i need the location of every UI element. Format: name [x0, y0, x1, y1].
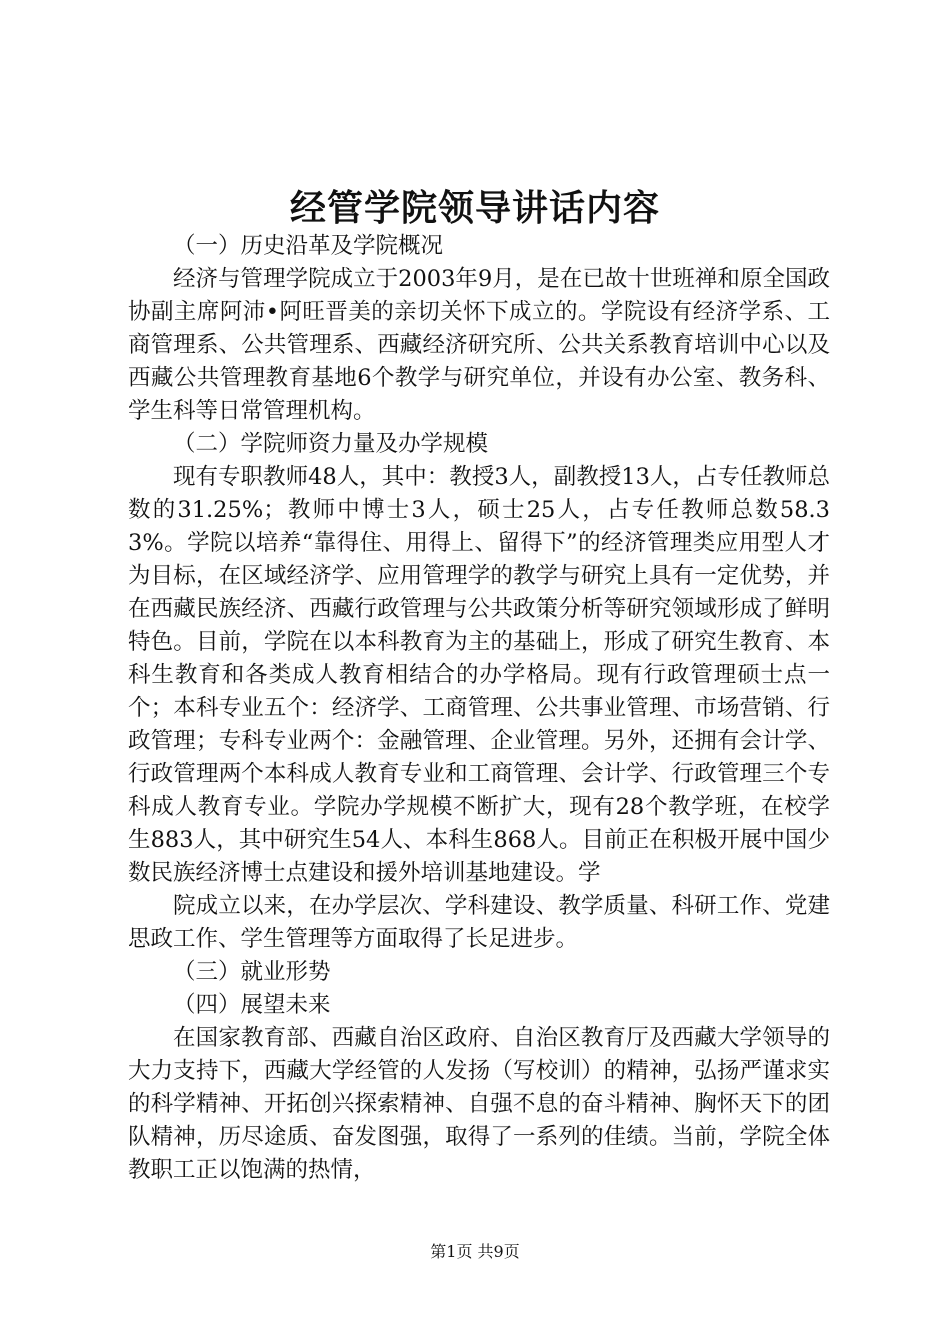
section-heading-history: （一）历史沿革及学院概况 — [173, 233, 444, 259]
paragraph-history: 经济与管理学院成立于2003年9月，是在已故十世班禅和原全国政协副主席阿沛•阿旺晋美的亲切关怀下成立的。学院设有经济学系、工商管理系、公共管理系、西藏经济研究所、公共关系教育培训中心以及西藏公共管理教育基地6个教学与研究单位，并设有办公室、教务科、学生科等日常管理机构。 — [128, 266, 830, 424]
document-body — [128, 230, 830, 1187]
section-heading-employment: （三）就业形势 — [173, 959, 331, 985]
paragraph-faculty: 现有专职教师48人，其中：教授3人，副教授13人，占专任教师总数的31.25%；教师中博士3人，硕士25人，占专任教师总数58.33%。学院以培养“靠得住、用得上、留得下”的经济管理类应用型人才为目标，在区域经济学、应用管理学的教学与研究上具有一定优势，并在西藏民族经济、西藏行政管理与公共政策分析等研究领域形成了鲜明特色。目前，学院在以本科教育为主的基础上，形成了研究生教育、本科生教育和各类成人教育相结合的办学格局。现有行政管理硕士点一个；本科专业五个：经济学、工商管理、公共事业管理、市场营销、行政管理；专科专业两个：金融管理、企业管理。另外，还拥有会计学、行政管理两个本科成人教育专业和工商管理、会计学、行政管理三个专科成人教育专业。学院办学规模不断扩大，现有28个教学班，在校学生883人，其中研究生54人、本科生868人。目前正在积极开展中国少数民族经济博士点建设和援外培训基地建设。学 — [128, 464, 830, 886]
document-title: 经管学院领导讲话内容 — [289, 187, 660, 229]
section-heading-faculty: （二）学院师资力量及办学规模 — [173, 431, 489, 457]
paragraph-outlook: 在国家教育部、西藏自治区政府、自治区教育厅及西藏大学领导的大力支持下，西藏大学经管的人发扬（写校训）的精神，弘扬严谨求实的科学精神、开拓创兴探索精神、自强不息的奋斗精神、胸怀天下的团队精神，历尽途质、奋发图强，取得了一系列的佳绩。当前，学院全体教职工正以饱满的热情， — [128, 1025, 830, 1183]
page-number: 第1页 共9页 — [430, 1242, 520, 1261]
paragraph-progress: 院成立以来，在办学层次、学科建设、教学质量、科研工作、党建思政工作、学生管理等方面取得了长足进步。 — [128, 893, 830, 952]
section-heading-outlook: （四）展望未来 — [173, 992, 331, 1018]
